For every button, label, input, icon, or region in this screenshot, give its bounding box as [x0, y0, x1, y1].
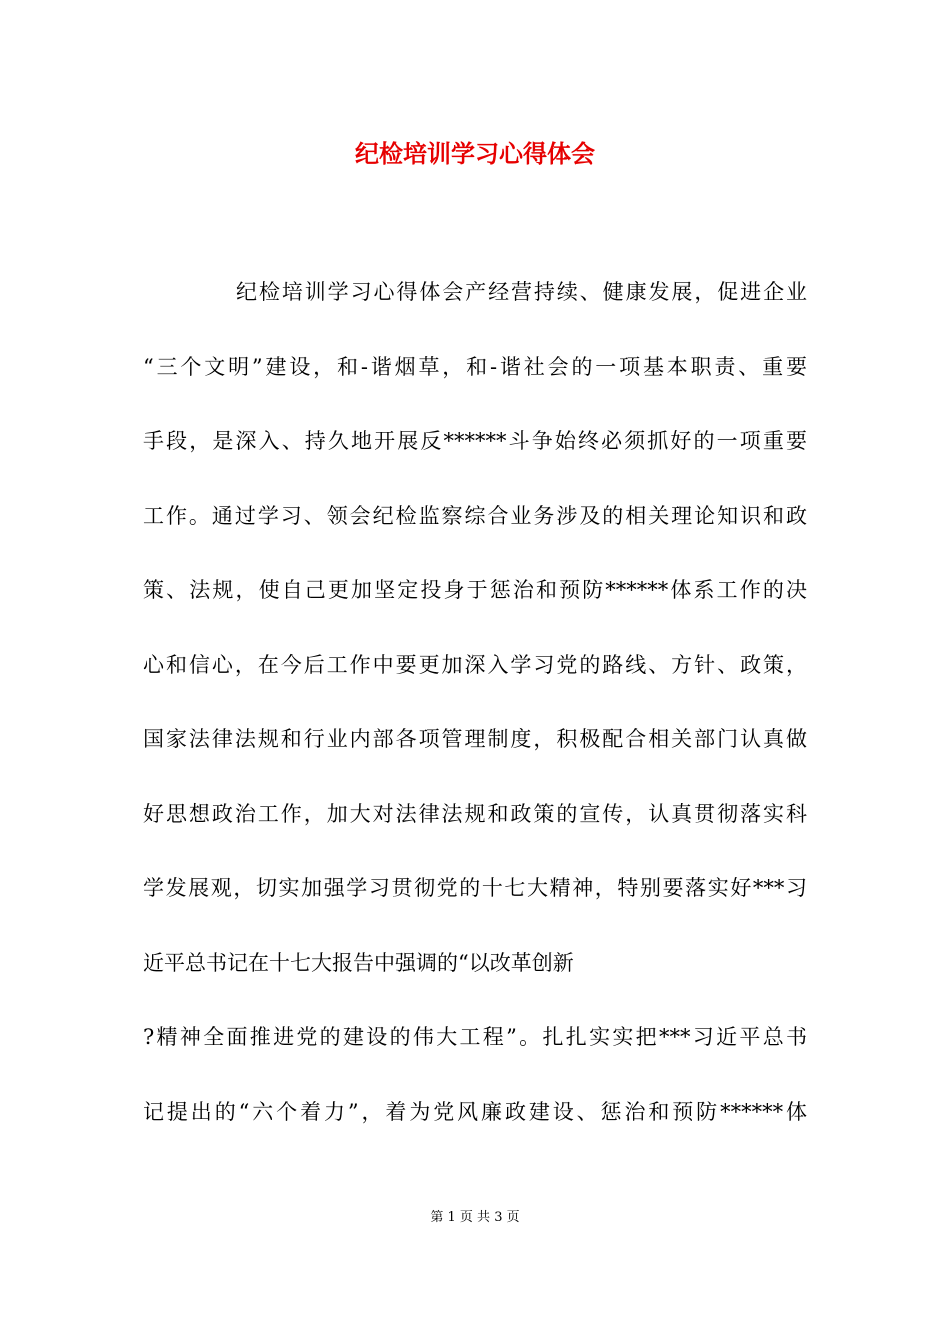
body-line: 策、法规，使自己更加坚定投身于惩治和预防******体系工作的决	[143, 578, 807, 602]
body-line: 近平总书记在十七大报告中强调的“以改革创新	[143, 950, 574, 975]
body-line: 纪检培训学习心得体会产经营持续、健康发展，促进企业	[236, 280, 807, 304]
page-number-footer: 第 1 页 共 3 页	[430, 1210, 520, 1225]
body-line: 国家法律法规和行业内部各项管理制度，积极配合相关部门认真做	[143, 727, 807, 751]
body-line: “三个文明”建设，和-谐烟草，和-谐社会的一项基本职责、重要	[143, 354, 807, 379]
body-line: 心和信心，在今后工作中要更加深入学习党的路线、方针、政策，	[143, 652, 807, 677]
body-line: 手段，是深入、持久地开展反******斗争始终必须抓好的一项重要	[143, 429, 807, 453]
document-title: 纪检培训学习心得体会	[355, 139, 595, 168]
body-line: 学发展观，切实加强学习贯彻党的十七大精神，特别要落实好***习	[143, 876, 807, 900]
body-line: 好思想政治工作，加大对法律法规和政策的宣传，认真贯彻落实科	[143, 801, 807, 826]
body-line: ?精神全面推进党的建设的伟大工程”。扎扎实实把***习近平总书	[143, 1025, 807, 1049]
body-line: 记提出的“六个着力”，着为党风廉政建设、惩治和预防******体	[143, 1099, 807, 1124]
document-body	[143, 276, 807, 1170]
body-line: 工作。通过学习、领会纪检监察综合业务涉及的相关理论知识和政	[143, 503, 807, 528]
